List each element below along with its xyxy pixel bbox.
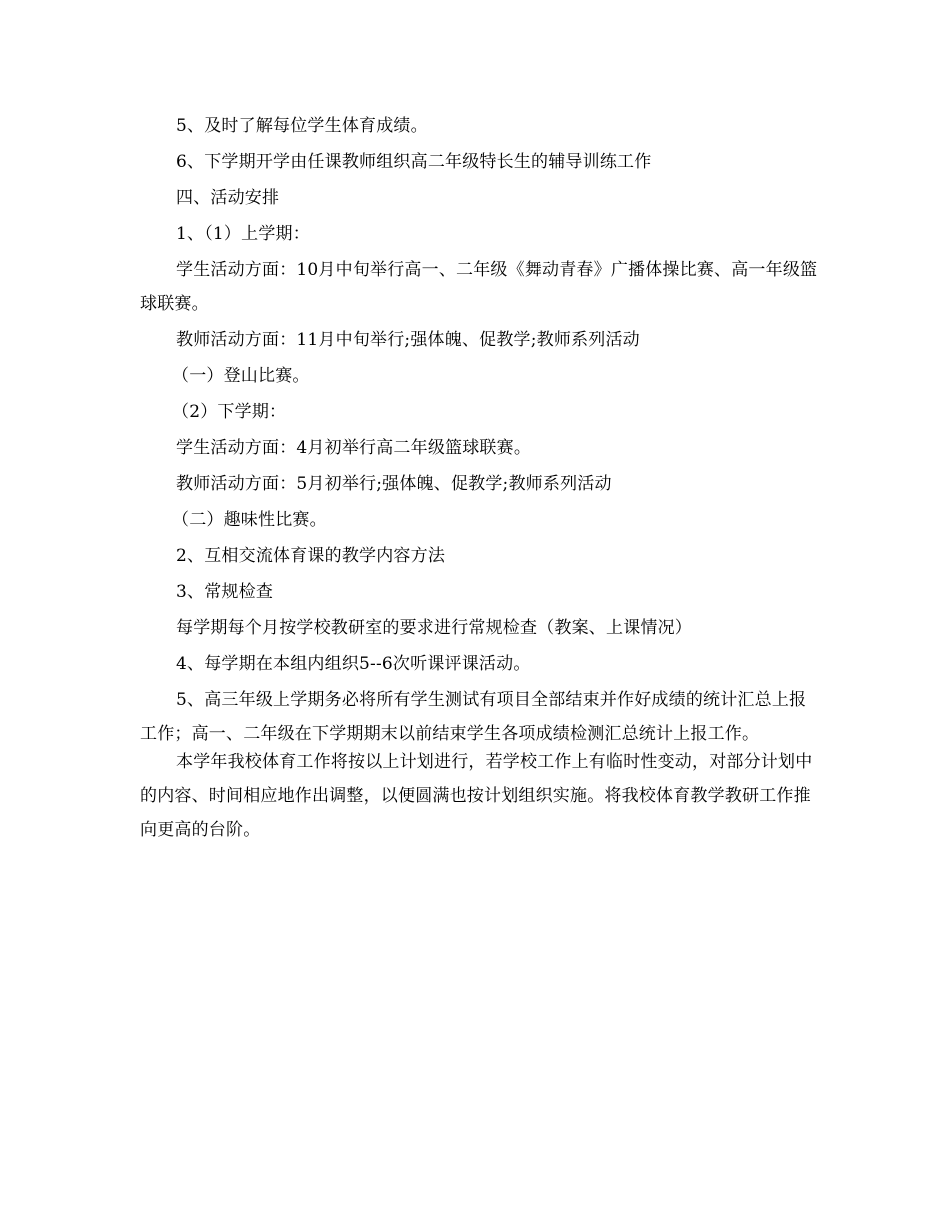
paragraph: 1、（1）上学期： [176,224,310,244]
paragraph: （二）趣味性比赛。 [172,510,327,530]
paragraph: （2）下学期： [172,402,287,422]
paragraph: 每学期每个月按学校教研室的要求进行常规检查（教案、上课情况） [176,618,692,638]
paragraph: 5、高三年级上学期务必将所有学生测试有项目全部结束并作好成绩的统计汇总上报工作；高一、二年级在下学期期末以前结束学生各项成绩检测汇总统计上报工作。 [140,690,807,744]
paragraph: 学生活动方面：10月中旬举行高一、二年级《舞动青春》广播体操比赛、高一年级篮球联赛。 [140,260,818,314]
paragraph: 5、及时了解每位学生体育成绩。 [176,116,428,136]
document-body [140,117,820,849]
paragraph: 2、互相交流体育课的教学内容方法 [176,546,446,566]
paragraph: 4、每学期在本组内组织5--6次听课评课活动。 [176,654,531,674]
paragraph: 教师活动方面：5月初举行;强体魄、促教学;教师系列活动 [176,474,612,494]
section-heading: 四、活动安排 [176,188,280,208]
paragraph: 6、下学期开学由任课教师组织高二年级特长生的辅导训练工作 [176,152,652,172]
paragraph: 本学年我校体育工作将按以上计划进行，若学校工作上有临时性变动，对部分计划中的内容、时间相应地作出调整，以便圆满也按计划组织实施。将我校体育教学教研工作推向更高的台阶。 [140,752,813,840]
paragraph: （一）登山比赛。 [172,366,310,386]
paragraph: 学生活动方面：4月初举行高二年级篮球联赛。 [176,438,532,458]
paragraph: 3、常规检查 [176,582,274,602]
paragraph: 教师活动方面：11月中旬举行;强体魄、促教学;教师系列活动 [176,330,640,350]
